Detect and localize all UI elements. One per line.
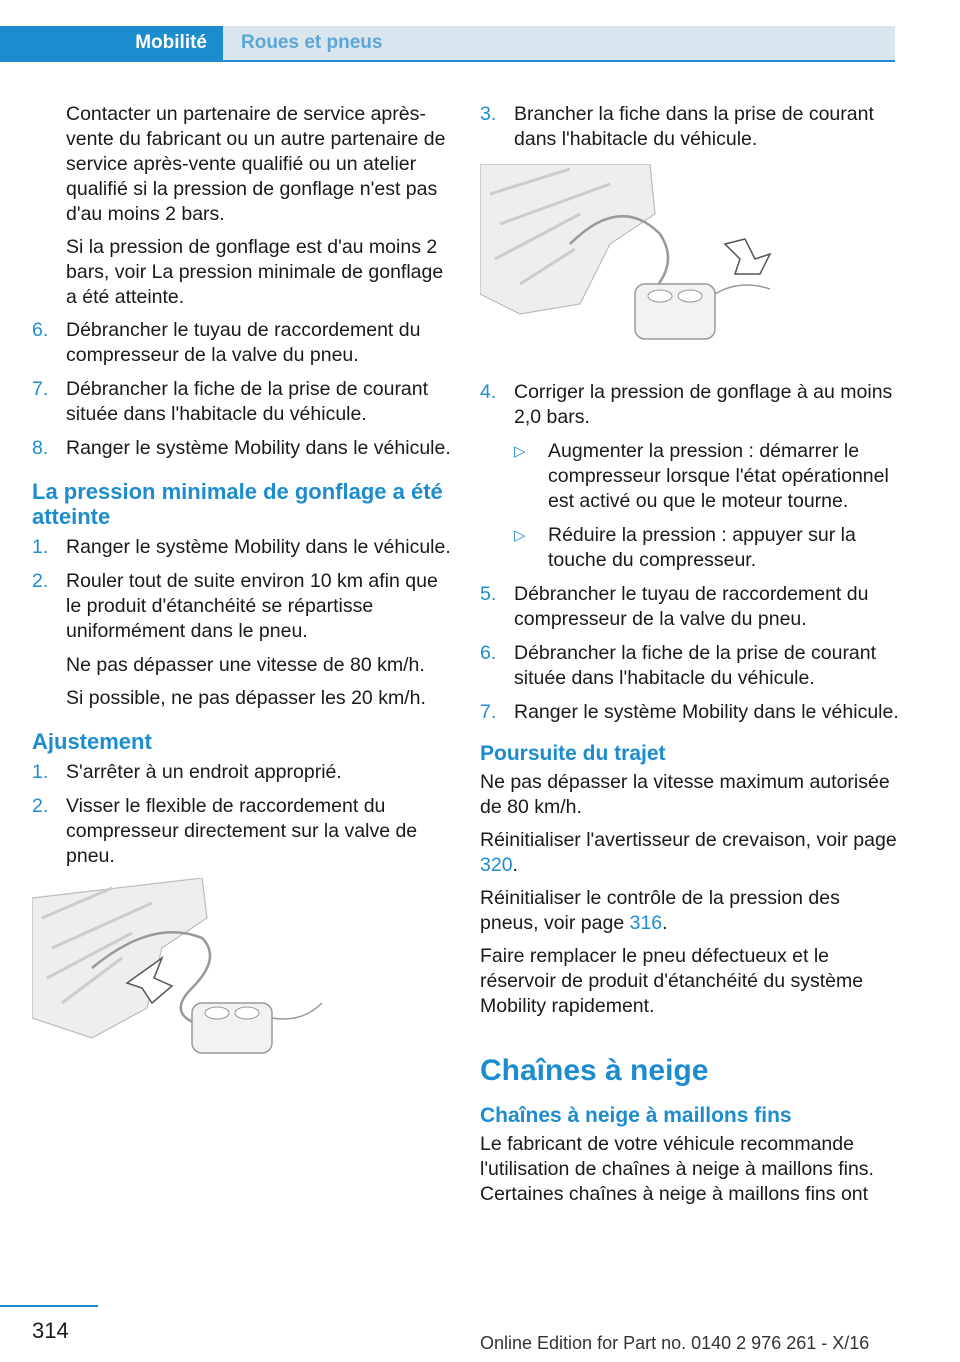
step-number: 2. (32, 795, 49, 817)
heading-min-pressure: La pression minimale de gonflage a été atteinte (32, 479, 443, 529)
adj-step-2 (32, 794, 452, 869)
compressor-valve-illustration (32, 878, 332, 1068)
footer-edition: Online Edition for Part no. 0140 2 976 261 - X/16 (480, 1333, 870, 1353)
step-text: Ranger le système Mobility dans le véhicule. (514, 701, 899, 723)
continue-paragraph-4: Faire remplacer le pneu défectueux et le réservoir de produit d'étanchéité du système Mobility rapidement. (480, 945, 864, 1017)
step-3 (480, 102, 900, 152)
speed-note-2: Si possible, ne pas dépasser les 20 km/h. (66, 687, 426, 709)
page-link-320[interactable]: 320 (480, 854, 513, 876)
page-number: 314 (32, 1318, 69, 1343)
step-number: 4. (480, 381, 497, 403)
chapter-label: Mobilité (135, 32, 207, 53)
step-text: Rouler tout de suite environ 10 km afin que le produit d'étanchéité se répartisse uniformément dans le pneu. (66, 570, 438, 642)
continue-paragraph-3: Réinitialiser le contrôle de la pression des pneus, voir page 316. (480, 887, 840, 934)
step-text: Débrancher le tuyau de raccordement du compresseur de la valve du pneu. (514, 583, 869, 630)
header-rule (0, 60, 895, 62)
chapter-tab[interactable] (0, 26, 223, 60)
step-number: 7. (32, 378, 49, 400)
section-label: Roues et pneus (241, 32, 383, 53)
step-8 (32, 436, 452, 461)
step-6 (32, 318, 452, 368)
step-number: 1. (32, 761, 49, 783)
step-text: S'arrêter à un endroit approprié. (66, 761, 342, 783)
power-plug-illustration (480, 164, 780, 354)
section-tab[interactable] (223, 26, 895, 60)
heading-continue: Poursuite du trajet (480, 742, 666, 765)
continue-text: Réinitialiser l'avertisseur de crevaison, voir page (480, 829, 897, 851)
left-column (32, 102, 452, 1086)
continue-paragraph-1: Ne pas dépasser la vitesse maximum autorisée de 80 km/h. (480, 771, 890, 818)
continue-paragraph-2: Réinitialiser l'avertisseur de crevaison, voir page 320. (480, 829, 897, 876)
step-7 (32, 377, 452, 427)
heading-snow-chains: Chaînes à neige (480, 1054, 709, 1087)
bullet-increase (514, 439, 900, 514)
step-number: 1. (32, 536, 49, 558)
step-7-right (480, 700, 900, 725)
step-text: Corriger la pression de gonflage à au moins 2,0 bars. (514, 381, 893, 428)
min-step-2 (32, 569, 452, 644)
step-text: Visser le flexible de raccordement du compresseur directement sur la valve de pneu. (66, 795, 418, 867)
intro-paragraph-2: Si la pression de gonflage est d'au moins 2 bars, voir La pression minimale de gonflage a été atteinte. (66, 236, 444, 308)
step-4 (480, 380, 900, 430)
footer-rule (0, 1305, 98, 1307)
bullet-text: Réduire la pression : appuyer sur la touche du compresseur. (548, 524, 856, 571)
step-text: Débrancher la fiche de la prise de courant située dans l'habitacle du véhicule. (66, 378, 429, 425)
heading-adjustment: Ajustement (32, 729, 152, 754)
step-number: 8. (32, 437, 49, 459)
speed-note-1: Ne pas dépasser une vitesse de 80 km/h. (66, 654, 425, 676)
step-text: Débrancher la fiche de la prise de courant située dans l'habitacle du véhicule. (514, 642, 877, 689)
intro-paragraph: Contacter un partenaire de service après-vente du fabricant ou un autre partenaire de service après-vente qualifié ou un atelier qualifié si la pression de gonflage n'est pas d'au moins 2 bars. (66, 103, 446, 225)
bullet-triangle-icon: ▷ (514, 527, 526, 544)
right-column (480, 102, 900, 1215)
tire-compressor-icon (32, 878, 332, 1068)
step-text: Brancher la fiche dans la prise de courant dans l'habitacle du véhicule. (514, 103, 874, 150)
heading-fine-link-chains: Chaînes à neige à maillons fins (480, 1104, 792, 1127)
tire-compressor-plug-icon (480, 164, 780, 354)
bullet-reduce (514, 523, 900, 573)
bullet-text: Augmenter la pression : démarrer le compresseur lorsque l'état opérationnel est activé ou que le moteur tourne. (548, 440, 889, 512)
page-header (0, 26, 895, 60)
step-text: Débrancher le tuyau de raccordement du compresseur de la valve du pneu. (66, 319, 421, 366)
adj-step-1 (32, 760, 452, 785)
chains-paragraph: Le fabricant de votre véhicule recommande l'utilisation de chaînes à neige à maillons fins. Certaines chaînes à neige à maillons fins ont (480, 1133, 874, 1205)
step-text: Ranger le système Mobility dans le véhicule. (66, 536, 451, 558)
min-step-1 (32, 535, 452, 560)
continue-text: Réinitialiser le contrôle de la pression des pneus, voir page (480, 887, 840, 934)
bullet-triangle-icon: ▷ (514, 443, 526, 460)
step-number: 3. (480, 103, 497, 125)
step-number: 2. (32, 570, 49, 592)
step-number: 6. (32, 319, 49, 341)
page-link-316[interactable]: 316 (629, 912, 663, 934)
step-6-right (480, 641, 900, 691)
step-text: Ranger le système Mobility dans le véhicule. (66, 437, 451, 459)
step-5 (480, 582, 900, 632)
step-number: 7. (480, 701, 497, 723)
step-number: 5. (480, 583, 497, 605)
step-number: 6. (480, 642, 497, 664)
